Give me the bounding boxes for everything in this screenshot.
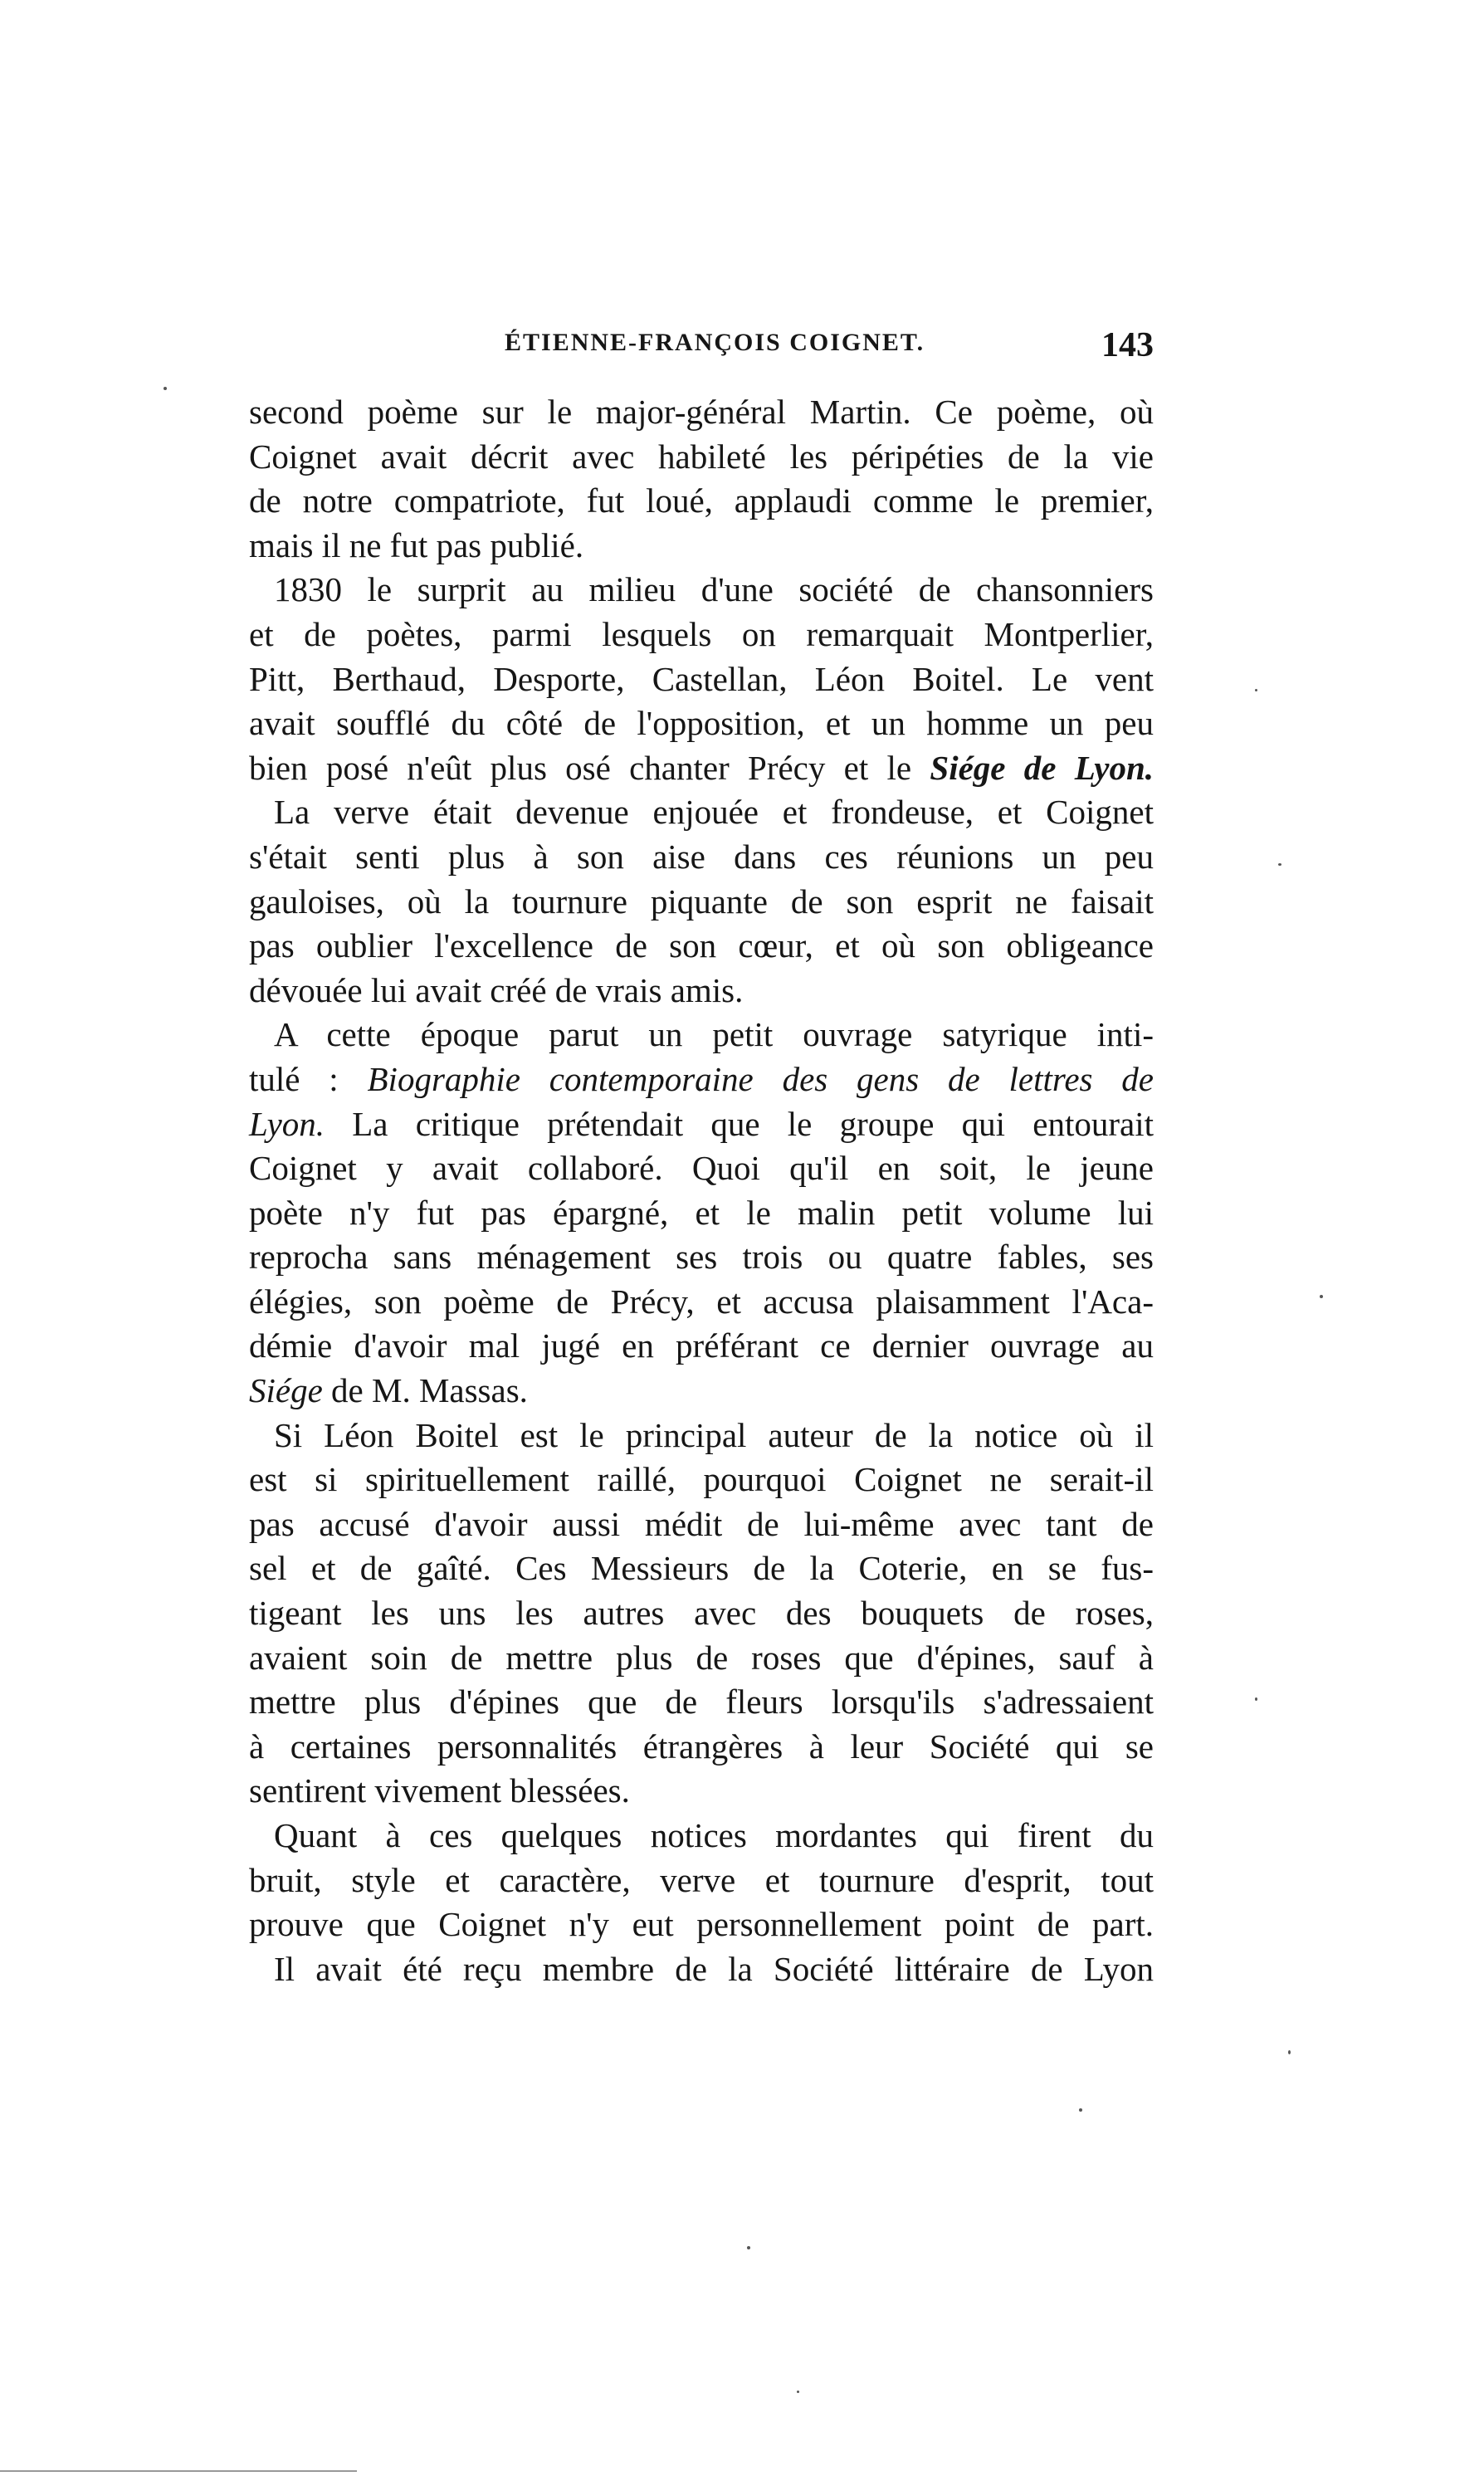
text-line: Coignet avait décrit avec habileté les péripéties de la vie	[249, 437, 1154, 476]
text-line: pas accusé d'avoir aussi médit de lui-même avec tant de	[249, 1504, 1154, 1543]
text-line: avait soufflé du côté de l'opposition, et un homme un peu	[249, 704, 1154, 743]
text-line: second poème sur le major-général Martin. Ce poème, où	[249, 393, 1154, 431]
italic-title: Siége de Lyon.	[930, 748, 1154, 787]
text-line: de notre compatriote, fut loué, applaudi comme le premier,	[249, 481, 1154, 520]
text-line: s'était senti plus à son aise dans ces réunions un peu	[249, 837, 1154, 876]
body-text	[249, 390, 1154, 1991]
text-line: reprocha sans ménagement ses trois ou quatre fables, ses	[249, 1238, 1154, 1277]
text-line: pas oublier l'excellence de son cœur, et où son obligeance	[249, 926, 1154, 965]
text-line: gauloises, où la tournure piquante de son esprit ne faisait	[249, 882, 1154, 921]
scan-speck	[1079, 2108, 1082, 2112]
text-line: sentirent vivement blessées.	[249, 1771, 630, 1810]
text-line: Il avait été reçu membre de la Société littéraire de Lyon	[274, 1949, 1154, 1988]
scan-speck	[797, 2391, 799, 2393]
text-line: à certaines personnalités étrangères à leur Société qui se	[249, 1727, 1154, 1766]
text-line: A cette époque parut un petit ouvrage satyrique inti-	[274, 1015, 1154, 1054]
scan-speck	[1320, 1295, 1323, 1298]
text-line: est si spirituellement raillé, pourquoi Coignet ne serait-il	[249, 1460, 1154, 1499]
text-segment: La critique prétendait que le groupe qui entourait	[352, 1104, 1154, 1143]
text-segment: de M. Massas.	[331, 1371, 528, 1410]
page-header	[249, 326, 1154, 379]
text-line: et de poètes, parmi lesquels on remarquait Montperlier,	[249, 614, 1154, 653]
text-line: bruit, style et caractère, verve et tournure d'esprit, tout	[249, 1860, 1154, 1899]
running-title: ÉTIENNE-FRANÇOIS COIGNET.	[505, 329, 925, 356]
scan-edge-line	[0, 2470, 357, 2472]
text-segment: bien posé n'eût plus osé chanter Précy et le	[249, 748, 930, 787]
scan-speck	[1255, 1697, 1257, 1701]
text-line: démie d'avoir mal jugé en préférant ce dernier ouvrage au	[249, 1326, 1154, 1365]
text-line: mettre plus d'épines que de fleurs lorsqu'ils s'adressaient	[249, 1683, 1154, 1722]
page-number: 143	[1101, 326, 1154, 364]
text-line: sel et de gaîté. Ces Messieurs de la Coterie, en se fus-	[249, 1549, 1154, 1588]
scan-speck	[1255, 689, 1257, 691]
text-line: prouve que Coignet n'y eut personnellement point de part.	[249, 1905, 1154, 1944]
text-line: Si Léon Boitel est le principal auteur de la notice où il	[274, 1415, 1154, 1454]
text-line: poète n'y fut pas épargné, et le malin petit volume lui	[249, 1193, 1154, 1232]
text-line: avaient soin de mettre plus de roses que d'épines, sauf à	[249, 1638, 1154, 1677]
text-line-mixed	[249, 746, 1154, 791]
text-segment: tulé :	[249, 1059, 368, 1098]
italic-title: Biographie contemporaine des gens de lettres de	[367, 1059, 1154, 1098]
text-line: dévouée lui avait créé de vrais amis.	[249, 970, 744, 1009]
text-line-mixed	[249, 1057, 1154, 1102]
text-line: La verve était devenue enjouée et frondeuse, et Coignet	[274, 793, 1154, 832]
text-line: Quant à ces quelques notices mordantes qui firent du	[274, 1816, 1154, 1854]
scan-speck	[164, 387, 167, 390]
text-line: mais il ne fut pas publié.	[249, 525, 584, 564]
italic-title: Siége	[249, 1371, 323, 1410]
text-line: Pitt, Berthaud, Desporte, Castellan, Léon Boitel. Le vent	[249, 659, 1154, 698]
text-line: 1830 le surprit au milieu d'une société de chansonniers	[274, 570, 1154, 609]
scan-speck	[1288, 2050, 1291, 2054]
text-line: tigeant les uns les autres avec des bouquets de roses,	[249, 1594, 1154, 1633]
italic-title: Lyon.	[249, 1104, 325, 1143]
text-line: élégies, son poème de Précy, et accusa plaisamment l'Aca-	[249, 1282, 1154, 1321]
text-line-mixed	[249, 1369, 1154, 1414]
text-line-mixed	[249, 1102, 1154, 1147]
text-line: Coignet y avait collaboré. Quoi qu'il en soit, le jeune	[249, 1149, 1154, 1188]
scan-speck	[1278, 863, 1281, 866]
scan-speck	[747, 2246, 750, 2249]
